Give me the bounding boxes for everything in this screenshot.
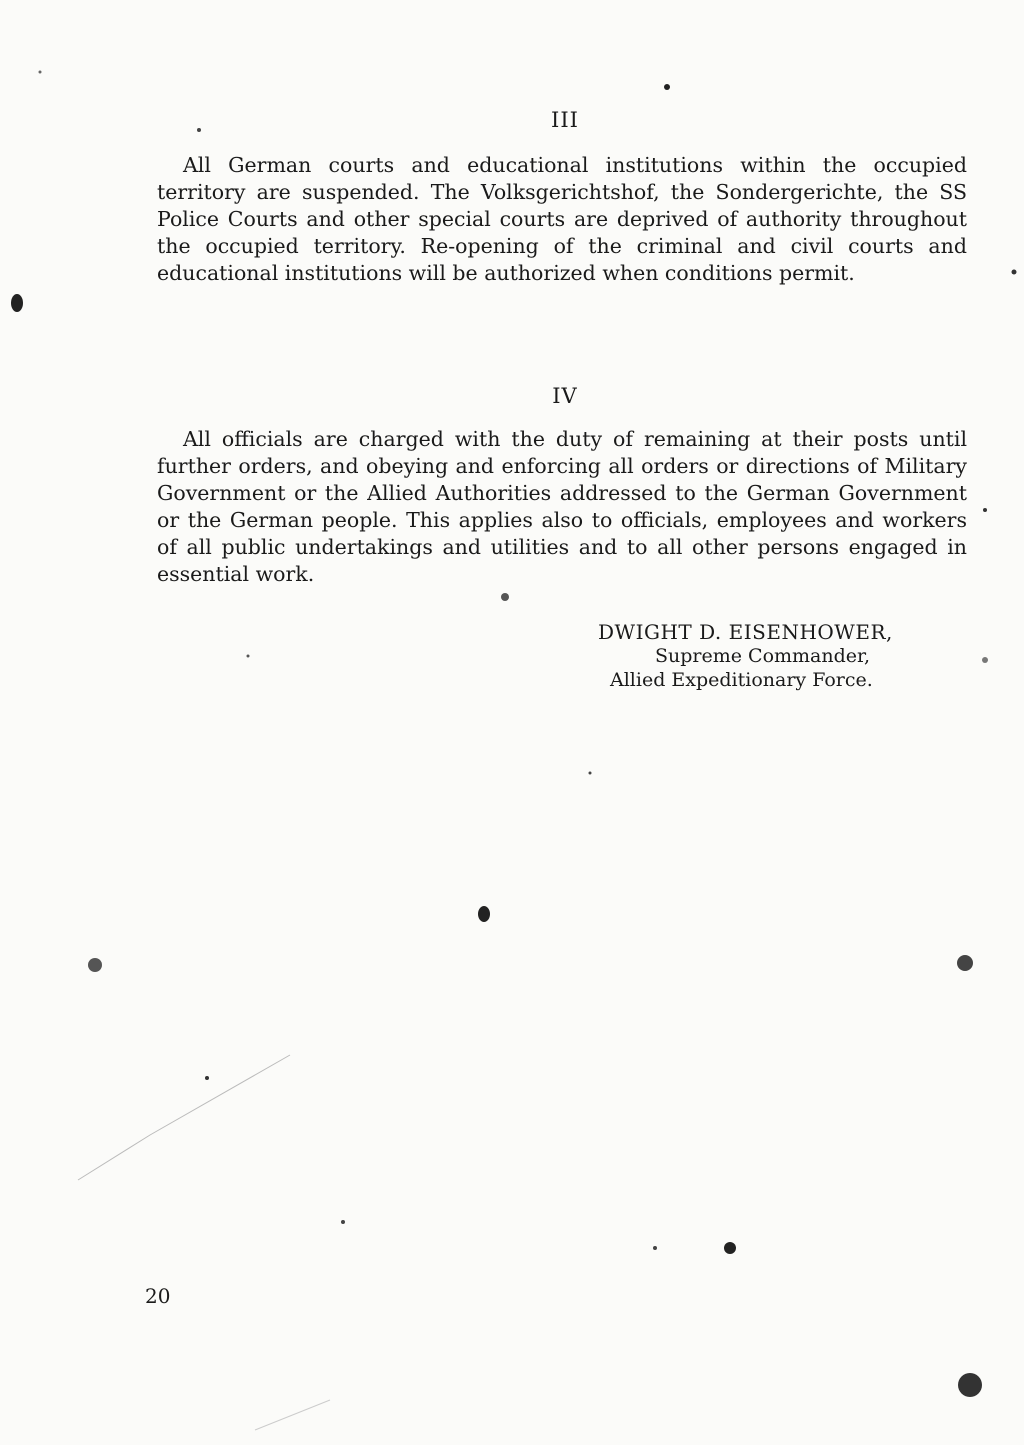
section-iii-paragraph: All German courts and educational institutions within the occupied territory are suspended. The Volksgerichtshof, the Sondergerichte, the SS Police Courts and other special courts are deprived of authority throughout the occupied territory. Re-opening of the criminal and civil courts and educational institutions will be authorized when conditions permit. [157, 153, 967, 285]
section-iv-heading: IV [552, 384, 578, 408]
section-iv-paragraph: All officials are charged with the duty of remaining at their posts until further orders, and obeying and enforcing all orders or directions of Military Government or the Allied Authorities addressed to the German Government or the German people. This applies also to officials, employees and workers of all public undertakings and utilities and to all other persons engaged in essential work. [157, 427, 967, 586]
signature-block [560, 620, 960, 692]
page-number: 20 [145, 1284, 171, 1308]
signatory-name: DWIGHT D. EISENHOWER, [598, 620, 893, 644]
signatory-organization: Allied Expeditionary Force. [610, 669, 873, 691]
section-iii-heading: III [551, 108, 579, 132]
signatory-title: Supreme Commander, [655, 645, 871, 667]
